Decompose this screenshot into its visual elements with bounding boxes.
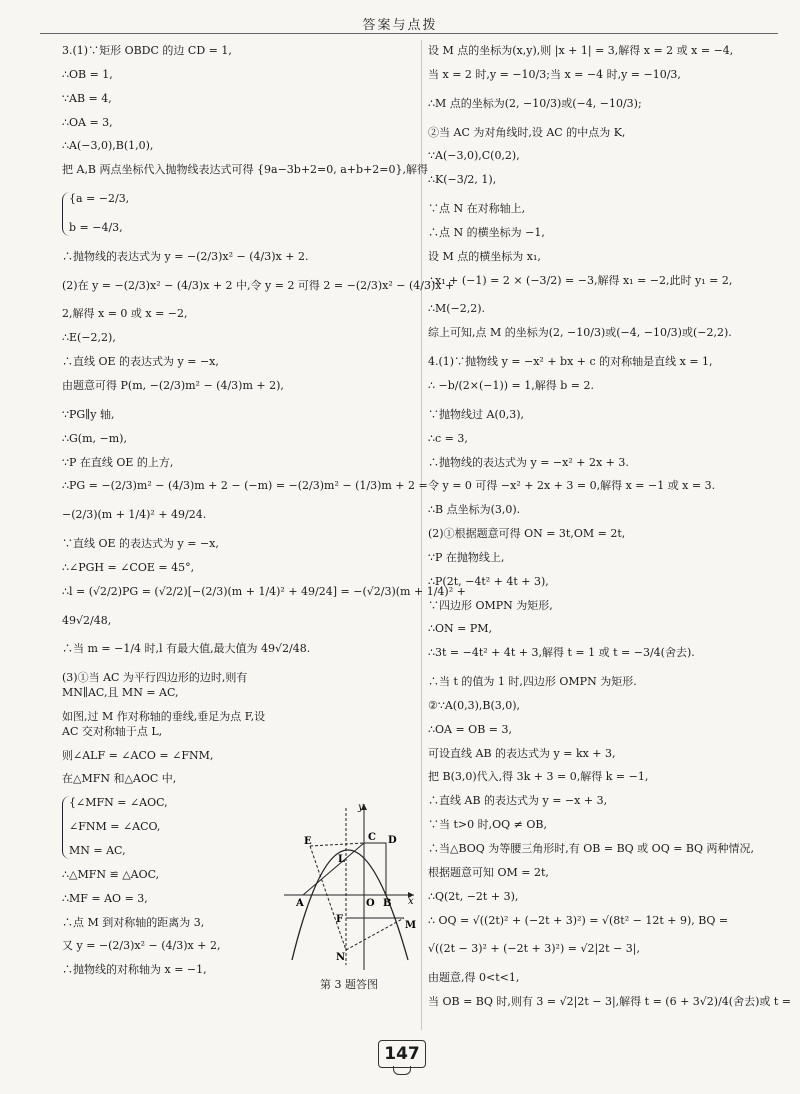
text-line: 令 y = 0 可得 −x² + 2x + 3 = 0,解得 x = −1 或 x = 3. <box>428 479 716 493</box>
text-line: ∴x₁ + (−1) = 2 × (−3/2) = −3,解得 x₁ = −2,此时 y₁ = 2, <box>428 273 733 287</box>
text-line: ∴G(m, −m), <box>62 431 127 445</box>
label-b: B <box>383 898 392 909</box>
figure-caption: 第 3 题答图 <box>320 978 378 991</box>
text-line: ∴当 m = −1/4 时,l 有最大值,最大值为 49√2/48. <box>62 642 311 656</box>
label-a: A <box>296 898 304 909</box>
header-title: 答案与点拨 <box>362 18 438 33</box>
text-line: 又 y = −(2/3)x² − (4/3)x + 2, <box>62 939 221 953</box>
text-line: ∴A(−3,0),B(1,0), <box>62 139 154 153</box>
text-line: 则∠ALF = ∠ACO = ∠FNM, <box>62 748 214 762</box>
label-e: E <box>304 836 312 847</box>
text-line: 综上可知,点 M 的坐标为(2, −10/3)或(−4, −10/3)或(−2,2). <box>428 326 732 340</box>
text-line: ∴PG = −(2/3)m² − (4/3)m + 2 − (−m) = −(2/3)m² − (1/3)m + 2 = <box>62 479 428 493</box>
text-line: ∴点 N 的横坐标为 −1, <box>428 225 545 239</box>
text-line: ∵A(−3,0),C(0,2), <box>428 149 520 163</box>
text-line: 如图,过 M 作对称轴的垂线,垂足为点 F,设 AC 交对称轴于点 L, <box>62 709 266 738</box>
label-y: y <box>358 802 364 813</box>
text-line: 2,解得 x = 0 或 x = −2, <box>62 307 188 321</box>
text-line: 设 M 点的横坐标为 x₁, <box>428 249 541 263</box>
text-line: MN = AC, <box>69 844 126 857</box>
text-line: ∴ −b/(2×(−1)) = 1,解得 b = 2. <box>428 378 595 392</box>
text-line: ∴直线 AB 的表达式为 y = −x + 3, <box>428 794 608 808</box>
segment-nm <box>346 918 404 950</box>
parabola-diagram <box>280 800 418 976</box>
text-line: ∴c = 3, <box>428 431 468 445</box>
text-line: 由题意可得 P(m, −(2/3)m² − (4/3)m + 2), <box>62 378 284 392</box>
text-line: ②当 AC 为对角线时,设 AC 的中点为 K, <box>428 125 626 139</box>
text-line: 当 x = 2 时,y = −10/3;当 x = −4 时,y = −10/3, <box>428 67 681 81</box>
text-line: ∴ OQ = √((2t)² + (−2t + 3)²) = √(8t² − 12t + 9), BQ = <box>428 913 729 927</box>
text-line: ∴3t = −4t² + 4t + 3,解得 t = 1 或 t = −3/4(舍去). <box>428 646 695 660</box>
text-line: −(2/3)(m + 1/4)² + 49/24. <box>62 508 207 522</box>
column-divider <box>421 40 422 1030</box>
text-line: ∵AB = 4, <box>62 91 112 105</box>
text-line: ∴点 M 到对称轴的距离为 3, <box>62 915 205 929</box>
header-rule <box>40 33 778 34</box>
text-line: 由题意,得 0<t<1, <box>428 971 520 985</box>
text-line: ∴M 点的坐标为(2, −10/3)或(−4, −10/3); <box>428 96 642 110</box>
text-line: (2)在 y = −(2/3)x² − (4/3)x + 2 中,令 y = 2 可得 2 = −(2/3)x² − (4/3)x + <box>62 278 455 292</box>
label-f: F <box>336 914 344 925</box>
text-line: 当 OB = BQ 时,则有 3 = √2|2t − 3|,解得 t = (6 + 3√2)/4(舍去)或 t = <box>428 995 791 1009</box>
text-line: ∴抛物线的对称轴为 x = −1, <box>62 963 207 977</box>
text-line: ∴OB = 1, <box>62 67 113 81</box>
text-line: 4.(1)∵抛物线 y = −x² + bx + c 的对称轴是直线 x = 1, <box>428 355 713 369</box>
text-line: 3.(1)∵矩形 OBDC 的边 CD = 1, <box>62 44 232 57</box>
text-line: ∴MF = AO = 3, <box>62 891 148 905</box>
text-line: ∴OA = OB = 3, <box>428 722 512 736</box>
text-line: 设 M 点的坐标为(x,y),则 |x + 1| = 3,解得 x = 2 或 x = −4, <box>428 44 734 57</box>
text-line: ∴Q(2t, −2t + 3), <box>428 889 519 903</box>
text-line: ∴P(2t, −4t² + 4t + 3), <box>428 574 549 588</box>
text-line: ∵PG∥y 轴, <box>62 407 115 421</box>
text-line: (2)①根据题意可得 ON = 3t,OM = 2t, <box>428 527 626 541</box>
text-line: 可设直线 AB 的表达式为 y = kx + 3, <box>428 746 616 760</box>
text-line: ∵点 N 在对称轴上, <box>428 202 526 216</box>
label-m: M <box>405 920 417 931</box>
text-line: ∴抛物线的表达式为 y = −x² + 2x + 3. <box>428 455 629 469</box>
text-line: b = −4/3, <box>69 220 123 234</box>
page-number: 147 <box>378 1040 426 1068</box>
text-line: {a = −2/3, <box>69 192 130 206</box>
text-line: ∵P 在抛物线上, <box>428 550 505 564</box>
solution-system <box>62 192 412 236</box>
label-x: x <box>408 896 414 907</box>
geometry-figure <box>280 800 418 1000</box>
text-line: ∴抛物线的表达式为 y = −(2/3)x² − (4/3)x + 2. <box>62 249 309 263</box>
text-line: 把 A,B 两点坐标代入抛物线表达式可得 {9a−3b+2=0, a+b+2=0},解得 <box>62 163 428 177</box>
text-line: ∴∠PGH = ∠COE = 45°, <box>62 560 195 574</box>
label-o: O <box>366 898 375 909</box>
text-line: ∵四边形 OMPN 为矩形, <box>428 598 553 612</box>
text-line: ∴当△BOQ 为等腰三角形时,有 OB = BQ 或 OQ = BQ 两种情况, <box>428 842 755 855</box>
text-line: ∵当 t>0 时,OQ ≠ OB, <box>428 818 547 832</box>
page-header <box>0 0 800 38</box>
text-line: ∴OA = 3, <box>62 115 113 129</box>
text-line: ∴M(−2,2). <box>428 302 486 316</box>
text-line: 49√2/48, <box>62 613 112 627</box>
text-line: 把 B(3,0)代入,得 3k + 3 = 0,解得 k = −1, <box>428 770 649 784</box>
text-line: ∴K(−3/2, 1), <box>428 173 497 187</box>
text-line: ∴l = (√2/2)PG = (√2/2)[−(2/3)(m + 1/4)² + 49/24] = −(√2/3)(m + 1/4)² + <box>62 584 466 598</box>
text-line: ∵抛物线过 A(0,3), <box>428 407 525 421</box>
text-line: ∵P 在直线 OE 的上方, <box>62 455 174 469</box>
text-line: ∴E(−2,2), <box>62 331 116 345</box>
segment-ec <box>310 843 364 846</box>
text-line: ∴B 点坐标为(3,0). <box>428 503 521 517</box>
text-line: ∴当 t 的值为 1 时,四边形 OMPN 为矩形. <box>428 675 637 689</box>
text-line: 根据题意可知 OM = 2t, <box>428 865 549 879</box>
text-line: ∵直线 OE 的表达式为 y = −x, <box>62 537 219 551</box>
text-line: ∴ON = PM, <box>428 622 493 636</box>
text-line: ②∵A(0,3),B(3,0), <box>428 698 521 712</box>
label-d: D <box>388 835 397 846</box>
text-line: ∠FNM = ∠ACO, <box>69 820 161 834</box>
page-number-ornament <box>393 1066 411 1075</box>
text-line: ∴直线 OE 的表达式为 y = −x, <box>62 355 219 369</box>
text-line: √((2t − 3)² + (−2t + 3)²) = √2|2t − 3|, <box>428 942 641 956</box>
text-line: {∠MFN = ∠AOC, <box>69 796 168 810</box>
text-line: ∴△MFN ≌ △AOC, <box>62 867 160 881</box>
text-line: (3)①当 AC 为平行四边形的边时,则有 MN∥AC,且 MN = AC, <box>62 671 248 700</box>
right-column <box>428 44 791 1024</box>
text-line: 在△MFN 和△AOC 中, <box>62 772 177 786</box>
label-n: N <box>336 952 346 963</box>
label-c: C <box>368 832 376 843</box>
label-l: L <box>338 854 346 865</box>
